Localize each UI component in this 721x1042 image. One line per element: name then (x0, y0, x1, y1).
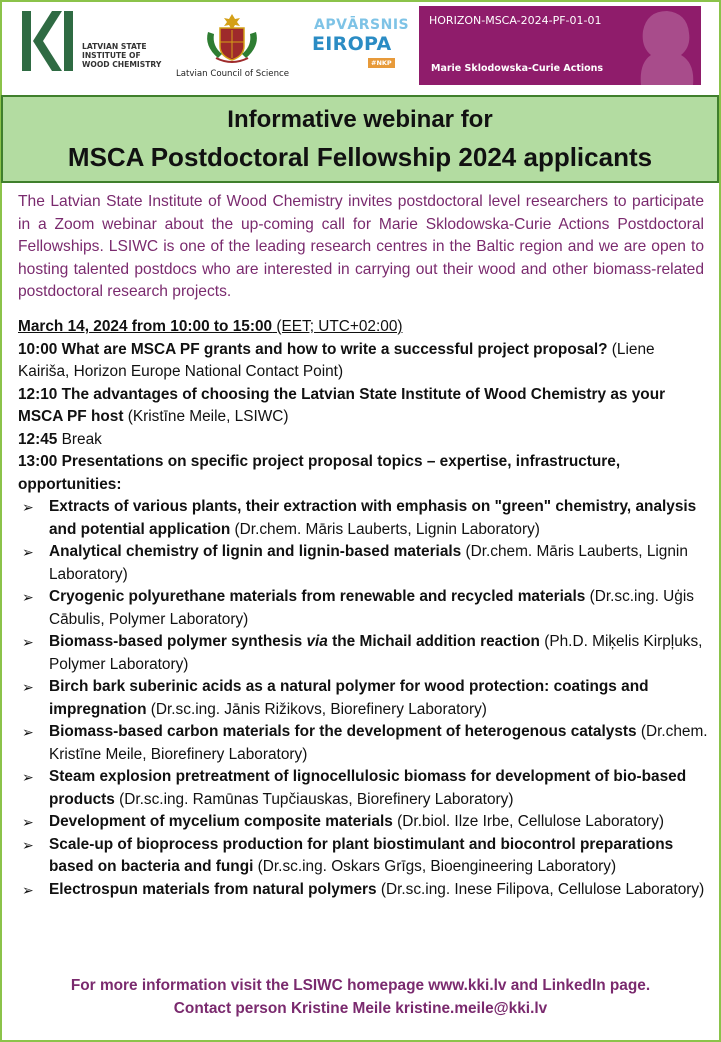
apvarsnis-logo-bottom: EIROPA (312, 33, 392, 55)
program-schedule (18, 316, 708, 901)
schedule-item: 12:45 Break (18, 430, 102, 448)
schedule-date-bold: March 14, 2024 from 10:00 to 15:00 (18, 318, 273, 335)
arrow-bullet-icon: ➢ (22, 836, 34, 853)
arrow-bullet-icon: ➢ (22, 679, 34, 695)
msca-programme-name: Marie Sklodowska-Curie Actions (431, 63, 604, 74)
schedule-date (18, 316, 708, 339)
title-banner (1, 95, 719, 183)
arrow-bullet-icon: ➢ (22, 769, 34, 785)
arrow-bullet-icon: ➢ (22, 544, 34, 560)
msca-call-code: HORIZON-MSCA-2024-PF-01-01 (429, 14, 602, 27)
list-item: ➢ Biomass-based carbon materials for the development of heterogenous catalysts (Dr.chem. Kristīne Meile, Biorefinery Laboratory) (22, 723, 708, 763)
intro-paragraph: The Latvian State Institute of Wood Chemistry invites postdoctoral level researchers to participate in a Zoom webinar about the up-coming call for Marie Sklodowska-Curie Actions Postdoctoral Fellowships. LSIWC is one of the leading research centres in the Baltic region and we are open to hosting talented postdocs who are interested in carrying out their wood and other biomass-related postdoctoral research projects. (18, 193, 704, 300)
page-title-line2: MSCA Postdoctoral Fellowship 2024 applicants (67, 142, 653, 172)
latvia-coat-of-arms-icon (202, 10, 262, 66)
footer-info-line: For more information visit the LSIWC homepage www.kki.lv and LinkedIn page. (70, 977, 651, 994)
schedule-item: 10:00 What are MSCA PF grants and how to write a successful project proposal? (Liene Kairiša, Horizon Europe National Contact Point) (18, 340, 655, 380)
list-item: ➢ Steam explosion pretreatment of lignocellulosic biomass for development of bio-based products (Dr.sc.ing. Ramūnas Tupčiauskas, Biorefinery Laboratory) (22, 768, 687, 808)
list-item: ➢ Cryogenic polyurethane materials from renewable and recycled materials (Dr.sc.ing. Uģis Cābulis, Polymer Laboratory) (22, 588, 694, 628)
list-item: ➢ Development of mycelium composite materials (Dr.biol. Ilze Irbe, Cellulose Laboratory) (18, 811, 708, 834)
list-item: ➢ Analytical chemistry of lignin and lignin-based materials (Dr.chem. Māris Lauberts, Lignin Laboratory) (22, 543, 688, 583)
arrow-bullet-icon: ➢ (22, 499, 34, 515)
apvarsnis-logo-tag: #NKP (368, 58, 395, 68)
schedule-item: 12:10 The advantages of choosing the Latvian State Institute of Wood Chemistry as your MSCA PF host (Kristīne Meile, LSIWC) (18, 385, 666, 425)
list-item: ➢ Electrospun materials from natural polymers (Dr.sc.ing. Inese Filipova, Cellulose Laboratory) (18, 879, 708, 902)
council-logo-text: Latvian Council of Science (176, 69, 290, 79)
list-item: ➢ Birch bark suberinic acids as a natural polymer for wood protection: coatings and impregnation (Dr.sc.ing. Jānis Rižikovs, Biorefinery Laboratory) (22, 678, 649, 718)
header-logos (0, 0, 721, 95)
arrow-bullet-icon: ➢ (22, 634, 34, 650)
arrow-bullet-icon: ➢ (22, 589, 34, 605)
list-item: ➢ Scale-up of bioprocess production for plant biostimulant and biocontrol preparations based on bacteria and fungi (Dr.sc.ing. Oskars Grīgs, Bioengineering Laboratory) (22, 835, 674, 875)
arrow-bullet-icon: ➢ (22, 881, 34, 898)
list-item: ➢ Extracts of various plants, their extraction with emphasis on "green" chemistry, analysis and potential application (Dr.chem. Māris Lauberts, Lignin Laboratory) (22, 498, 697, 538)
schedule-timezone: (EET; UTC+02:00) (272, 318, 403, 335)
kki-logo-text: LATVIAN STATE INSTITUTE OF WOOD CHEMISTRY (82, 42, 162, 69)
apvarsnis-logo-top: APVĀRSNIS (314, 17, 410, 33)
kki-logo-icon (22, 11, 74, 71)
list-item: ➢ Biomass-based polymer synthesis via the Michail addition reaction (Ph.D. Miķelis Kirpļuks, Polymer Laboratory) (22, 633, 703, 673)
schedule-item: 13:00 Presentations on specific project proposal topics – expertise, infrastructure, opportunities: (18, 453, 621, 493)
msca-banner (419, 6, 701, 85)
footer-contact (0, 975, 721, 1020)
arrow-bullet-icon: ➢ (22, 724, 34, 740)
page-title-line1: Informative webinar for (227, 106, 493, 133)
topic-list (18, 496, 708, 901)
footer-contact-line: Contact person Kristine Meile kristine.meile@kki.lv (173, 999, 548, 1017)
arrow-bullet-icon: ➢ (22, 814, 34, 830)
